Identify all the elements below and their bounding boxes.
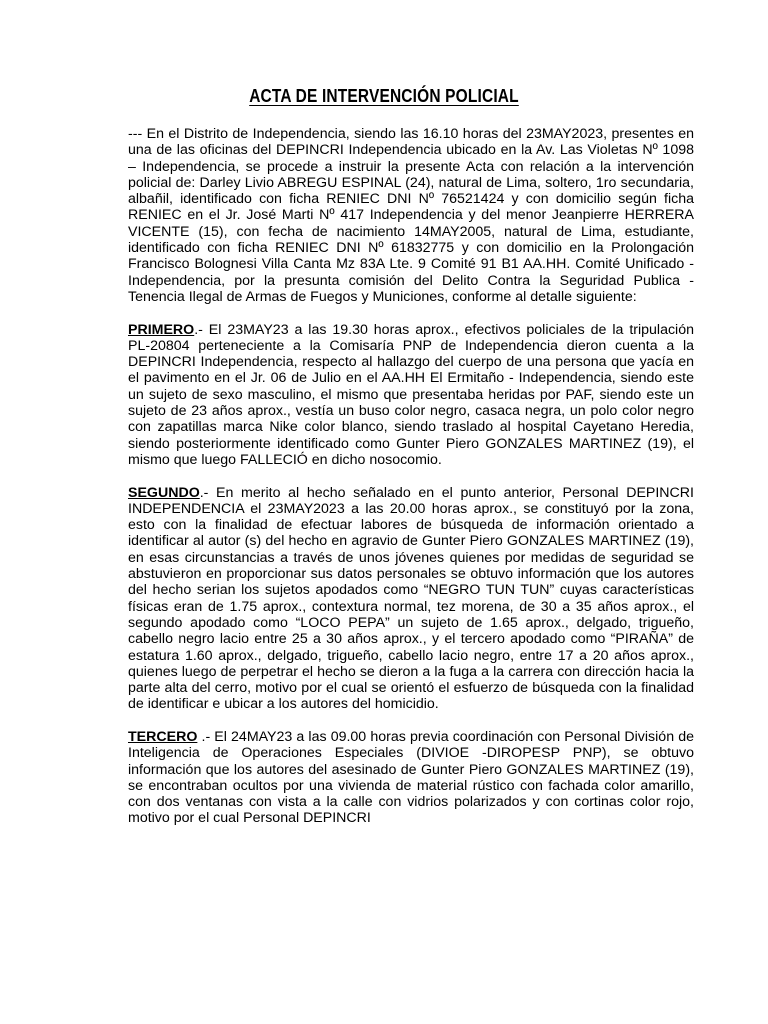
section-text: .- El 24MAY23 a las 09.00 horas previa coordinación con Personal División de Inteligencia de Operaciones Especiales (DIVIOE -DIROPESP PNP), se obtuvo información que los autores del asesinado de Gunter Piero GONZALES MARTINEZ (19), se encontraban ocultos por una vivienda de material rústico con fachada color amarillo, con dos ventanas con vista a la calle con vidrios polarizados y con cortinas color rojo, motivo por el cual Personal DEPINCRI — [128, 728, 694, 827]
section-heading: SEGUNDO — [128, 484, 200, 501]
section-text: .- En merito al hecho señalado en el punto anterior, Personal DEPINCRI INDEPENDENCIA el 23MAY2023 a las 20.00 horas aprox., se constituyó por la zona, esto con la finalidad de efectuar labores de búsqueda de información orientado a identificar al autor (s) del hecho en agravio de Gunter Piero GONZALES MARTINEZ (19), en esas circunstancias a través de unos jóvenes quienes por medidas de seguridad se abstuvieron en proporcionar sus datos personales se obtuvo información que los autores del hecho serian los sujetos apodados como “NEGRO TUN TUN” cuyas características físicas eran de 1.75 aprox., contextura normal, tez morena, de 30 a 35 años aprox., el segundo apodado como “LOCO PEPA” un sujeto de 1.65 aprox., delgado, trigueño, cabello negro lacio entre 25 a 30 años aprox., y el tercero apodado como “PIRAÑA” de estatura 1.60 aprox., delgado, trigueño, cabello lacio negro, entre 17 a 20 años aprox., quienes luego de perpetrar el hecho se dieron a la fuga a la carrera con dirección hacia la parte alta del cerro, motivo por el cual se orientó el esfuerzo de búsqueda con la finalidad de identificar e ubicar a los autores del homicidio. — [128, 484, 694, 713]
section-primero — [128, 322, 694, 469]
section-segundo — [128, 485, 694, 713]
intro-paragraph: --- En el Distrito de Independencia, siendo las 16.10 horas del 23MAY2023, presentes en una de las oficinas del DEPINCRI Independencia ubicado en la Av. Las Violetas Nº 1098 – Independencia, se procede a instruir la presente Acta con relación a la intervención policial de: Darley Livio ABREGU ESPINAL (24), natural de Lima, soltero, 1ro secundaria, albañil, identificado con ficha RENIEC DNI Nº 76521424 y con domicilio según ficha RENIEC en el Jr. José Marti Nº 417 Independencia y del menor Jeanpierre HERRERA VICENTE (15), con fecha de nacimiento 14MAY2005, natural de Lima, estudiante, identificado con ficha RENIEC DNI Nº 61832775 y con domicilio en la Prolongación Francisco Bolognesi Villa Canta Mz 83A Lte. 9 Comité 91 B1 AA.HH. Comité Unificado - Independencia, por la presunta comisión del Delito Contra la Seguridad Publica - Tenencia Ilegal de Armas de Fuegos y Municiones, conforme al detalle siguiente: — [128, 126, 694, 305]
section-tercero — [128, 729, 694, 827]
section-heading: TERCERO — [128, 728, 198, 745]
section-text: .- El 23MAY23 a las 19.30 horas aprox., efectivos policiales de la tripulación PL-20804 perteneciente a la Comisaría PNP de Independencia dieron cuenta a la DEPINCRI Independencia, respecto al hallazgo del cuerpo de una persona que yacía en el pavimento en el Jr. 06 de Julio en el AA.HH El Ermitaño - Independencia, siendo este un sujeto de sexo masculino, el mismo que presentaba heridas por PAF, siendo este un sujeto de 23 años aprox., vestía un buso color negro, casaca negra, un polo color negro con zapatillas marca Nike color blanco, siendo traslado al hospital Cayetano Heredia, siendo posteriormente identificado como Gunter Piero GONZALES MARTINEZ (19), el mismo que luego FALLECIÓ en dicho nosocomio. — [128, 321, 694, 468]
document-title: ACTA DE INTERVENCIÓN POLICIAL — [249, 86, 519, 106]
section-heading: PRIMERO — [128, 321, 195, 338]
document-body — [128, 126, 694, 843]
